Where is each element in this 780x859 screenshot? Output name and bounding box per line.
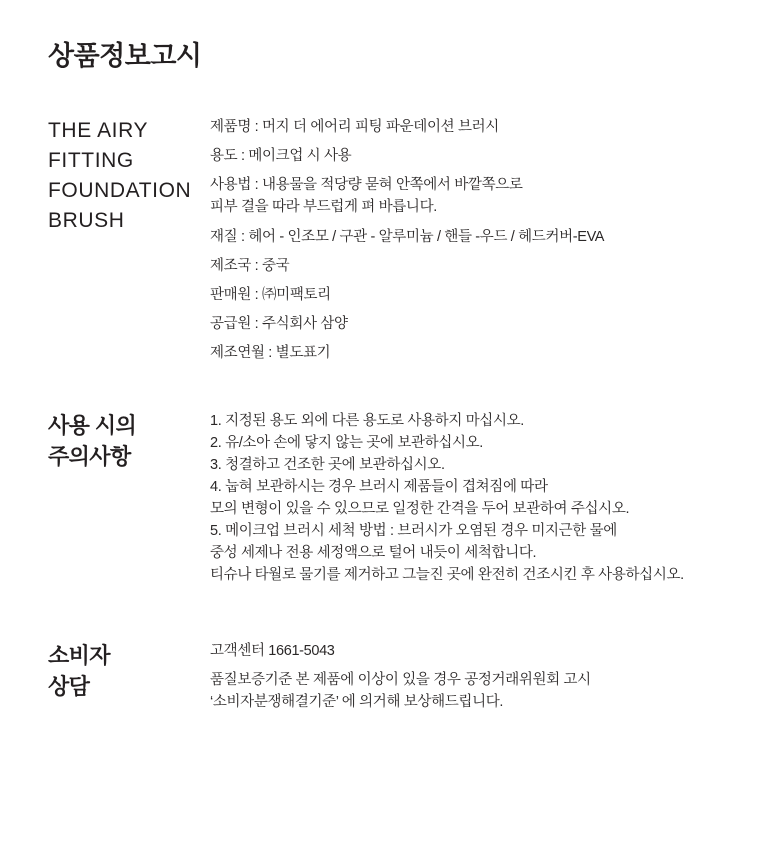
consumer-support-body xyxy=(206,640,734,713)
detail-line: 제조연월 : 별도표기 xyxy=(210,344,331,361)
product-name-label xyxy=(46,116,206,235)
precaution-line: 1. 지정된 용도 외에 다른 용도로 사용하지 마십시오. xyxy=(210,412,524,429)
detail-line: 피부 결을 따라 부드럽게 펴 바릅니다. xyxy=(210,199,437,216)
precautions-body xyxy=(206,410,734,586)
detail-line: 사용법 : 내용물을 적당량 묻혀 안쪽에서 바깥쪽으로 xyxy=(210,177,523,194)
consumer-support-section xyxy=(46,640,734,713)
precaution-line: 4. 눕혀 보관하시는 경우 브러시 제품들이 겹쳐짐에 따라 xyxy=(210,478,548,495)
precaution-line: 3. 청결하고 건조한 곳에 보관하십시오. xyxy=(210,456,445,473)
product-details-section xyxy=(46,116,734,363)
precaution-line: 2. 유/소아 손에 닿지 않는 곳에 보관하십시오. xyxy=(210,434,483,451)
precaution-line: 중성 세제나 전용 세정액으로 털어 내듯이 세척합니다. xyxy=(210,544,537,561)
precaution-line: 5. 메이크업 브러시 세척 방법 : 브러시가 오염된 경우 미지근한 물에 xyxy=(210,522,617,539)
product-details-body xyxy=(206,116,734,363)
product-name-line: FITTING xyxy=(48,149,134,173)
customer-center-line: 고객센터 1661-5043 xyxy=(210,642,335,659)
precaution-line: 모의 변형이 있을 수 있으므로 일정한 간격을 두어 보관하여 주십시오. xyxy=(210,500,630,517)
consumer-support-label-line: 소비자 xyxy=(48,642,110,668)
detail-line: 공급원 : 주식회사 삼양 xyxy=(210,315,348,332)
detail-line: 판매원 : ㈜미팩토리 xyxy=(210,286,331,303)
precautions-section xyxy=(46,410,734,586)
precautions-label xyxy=(46,410,206,472)
consumer-support-label-line: 상담 xyxy=(48,674,90,700)
detail-line: 제품명 : 머지 더 에어리 피팅 파운데이션 브러시 xyxy=(210,119,499,136)
detail-line: 제조국 : 중국 xyxy=(210,257,290,274)
warranty-line: 품질보증기준 본 제품에 이상이 있을 경우 공정거래위원회 고시 xyxy=(210,671,591,688)
precautions-label-line: 주의사항 xyxy=(48,443,131,469)
detail-line: 용도 : 메이크업 시 사용 xyxy=(210,148,352,165)
warranty-line: ‘소비자분쟁해결기준’ 에 의거해 보상해드립니다. xyxy=(210,693,504,710)
precaution-line: 티슈나 타월로 물기를 제거하고 그늘진 곳에 완전히 건조시킨 후 사용하십시오. xyxy=(210,566,684,583)
detail-line: 재질 : 헤어 - 인조모 / 구관 - 알루미늄 / 핸들 -우드 / 헤드커버-EVA xyxy=(210,228,605,245)
product-name-line: FOUNDATION xyxy=(48,179,192,203)
consumer-support-label xyxy=(46,640,206,702)
page-title: 상품정보고시 xyxy=(48,41,202,71)
product-name-line: THE AIRY xyxy=(48,119,149,143)
product-name-line: BRUSH xyxy=(48,208,125,232)
precautions-label-line: 사용 시의 xyxy=(48,412,137,438)
